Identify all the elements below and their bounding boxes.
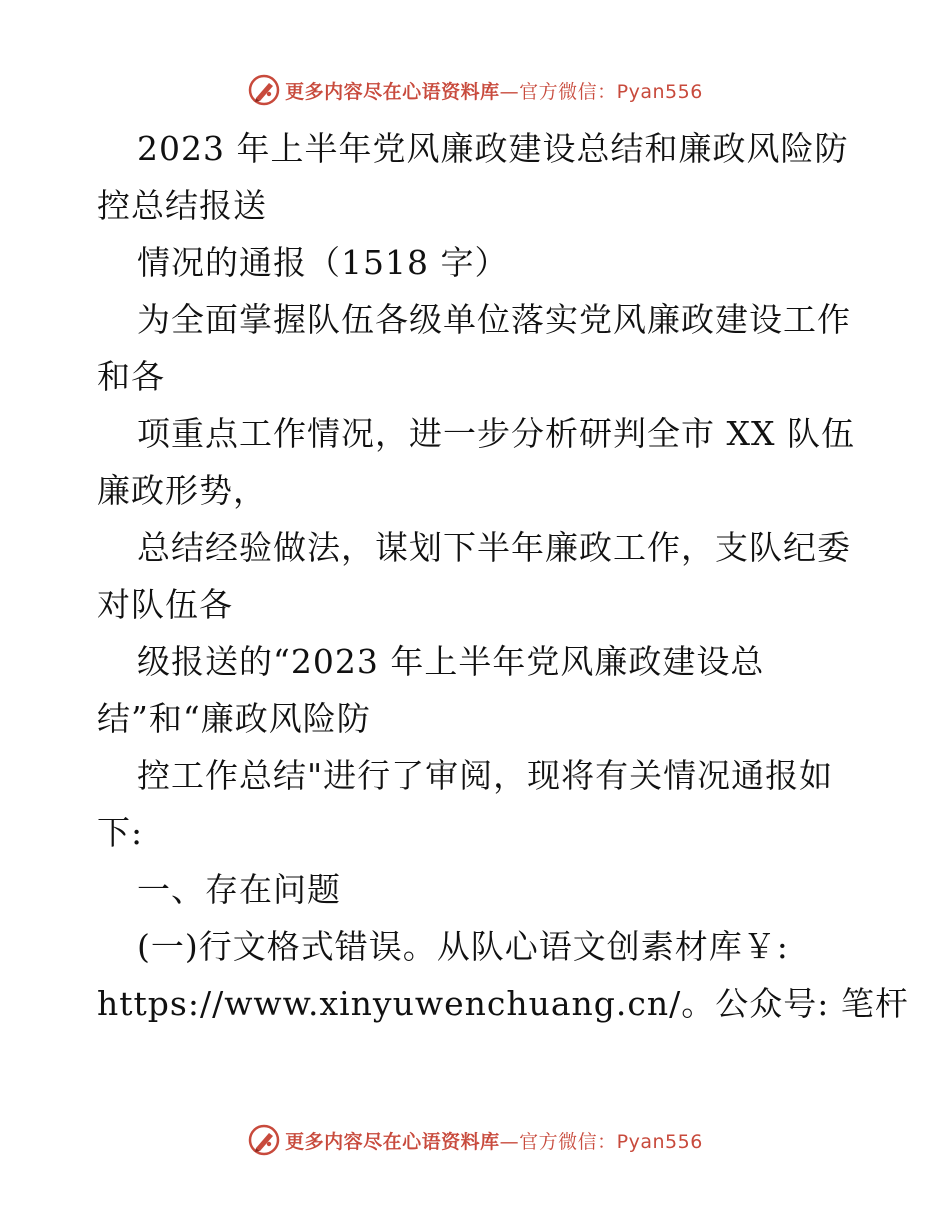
doc-line: 控总结报送	[97, 186, 267, 225]
banner-contact: 官方微信：Pyan556	[519, 1130, 703, 1153]
header-banner	[0, 70, 950, 110]
pen-nib-logo-icon	[247, 73, 281, 107]
doc-line: 级报送的“2023 年上半年党风廉政建设总	[137, 642, 765, 681]
doc-line: 下:	[97, 813, 144, 852]
doc-line: https://www.xinyuwenchuang.cn/。公众号: 笔杆	[97, 984, 909, 1023]
doc-line: 项重点工作情况，进一步分析研判全市 XX 队伍	[137, 414, 855, 453]
doc-line: 总结经验做法，谋划下半年廉政工作，支队纪委	[137, 528, 851, 567]
doc-line: (一)行文格式错误。从队心语文创素材库￥:	[137, 927, 789, 966]
doc-line: 2023 年上半年党风廉政建设总结和廉政风险防	[137, 129, 849, 168]
banner-text	[285, 77, 703, 104]
banner-contact: 官方微信：Pyan556	[519, 80, 703, 103]
section-heading: 一、存在问题	[137, 870, 341, 909]
footer-banner	[0, 1120, 950, 1160]
doc-line: 为全面掌握队伍各级单位落实党风廉政建设工作	[137, 300, 851, 339]
banner-text	[285, 1127, 703, 1154]
document-body	[97, 120, 909, 1032]
doc-line: 廉政形势，	[97, 471, 267, 510]
doc-line: 和各	[97, 357, 165, 396]
doc-line: 结”和“廉政风险防	[97, 699, 371, 738]
banner-brand: 更多内容尽在心语资料库	[285, 1130, 500, 1153]
banner-brand: 更多内容尽在心语资料库	[285, 80, 500, 103]
pen-nib-logo-icon	[247, 1123, 281, 1157]
doc-line: 控工作总结"进行了审阅，现将有关情况通报如	[137, 756, 834, 795]
banner-separator: —	[499, 1130, 520, 1153]
banner-separator: —	[499, 80, 520, 103]
doc-line: 情况的通报（1518 字）	[137, 243, 509, 282]
doc-line: 对队伍各	[97, 585, 233, 624]
